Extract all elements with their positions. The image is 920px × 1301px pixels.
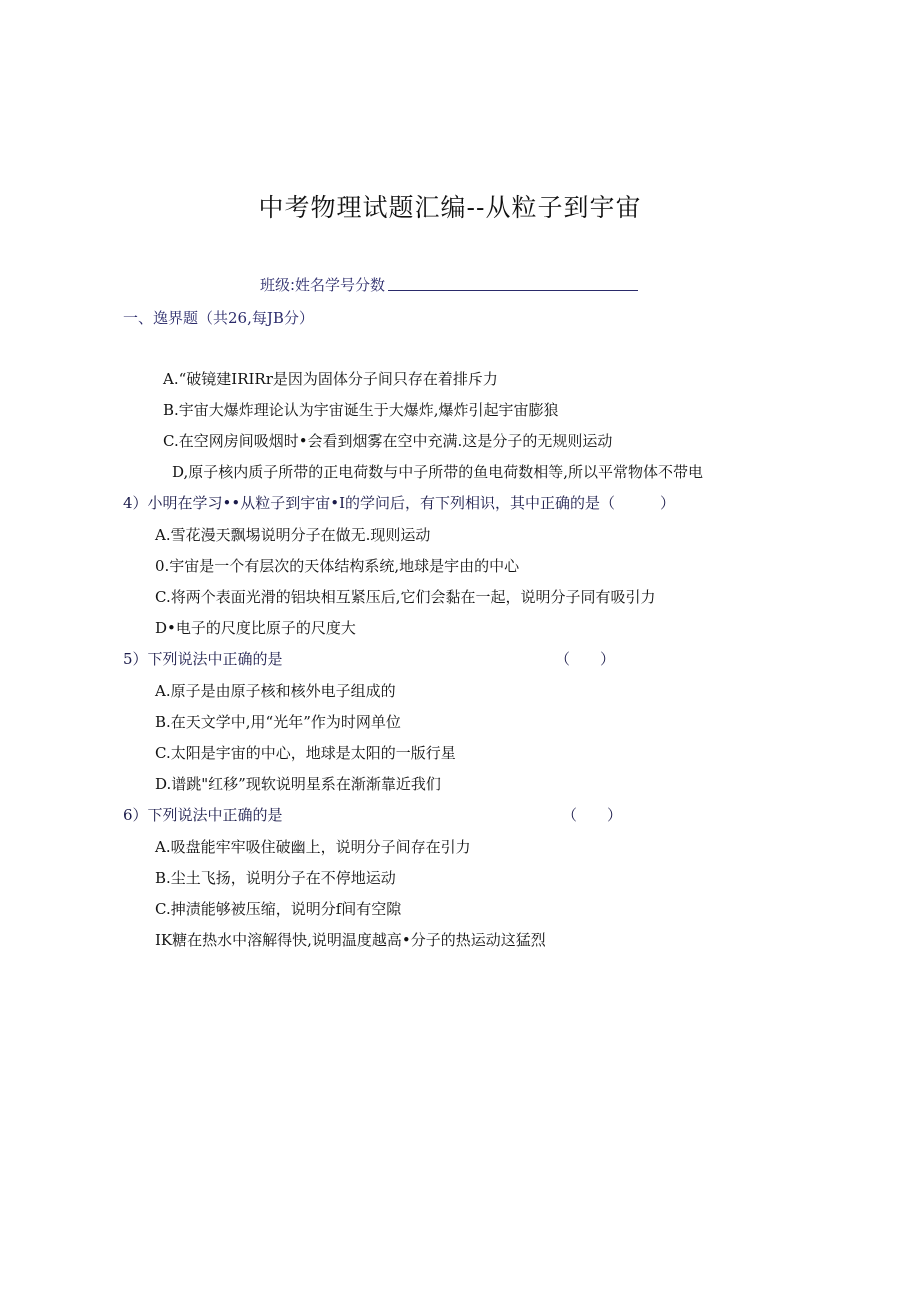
student-info-line: 班级:姓名学号分数 (260, 276, 386, 294)
page-title: 中考物理试题汇编--从粒子到宇宙 (258, 193, 642, 222)
q4-stem: 4）小明在学习••从粒子到宇宙•I的学问后，有下列相识，其中正确的是（ (123, 494, 616, 512)
q3-option-b: B.宇宙大爆炸理论认为宇宙诞生于大爆炸,爆炸引起宇宙膨狼 (163, 401, 559, 419)
q6-option-c: C.抻渍能够被压缩，说明分f间有空隙 (155, 900, 402, 918)
q5-option-b: B.在天文学中,用“光年”作为时网单位 (155, 713, 401, 731)
q5-option-d: D.谱跳"红移”现软说明星系在渐渐靠近我们 (155, 775, 441, 793)
q6-stem: 6）下列说法中正确的是 (123, 806, 283, 824)
q6-option-d: IK糖在热水中溶解得快,说明温度越高•分子的热运动这猛烈 (155, 931, 546, 949)
q4-option-b: 0.宇宙是一个有层次的天体结构系统,地球是宇由的中心 (155, 557, 520, 575)
q3-option-d: D,原子核内质子所带的正电荷数与中子所带的鱼电荷数相等,所以平常物体不带电 (172, 463, 704, 481)
info-underline (388, 290, 638, 291)
q6-option-b: B.尘土飞扬，说明分子在不停地运动 (155, 869, 396, 887)
q4-option-c: C.将两个表面光滑的铝块相互紧压后,它们会黏在一起，说明分子同有吸引力 (155, 588, 656, 606)
q4-option-d: D•电子的尺度比原子的尺度大 (155, 619, 356, 637)
q6-option-a: A.吸盘能牢牢吸住破幽上，说明分子间存在引力 (155, 838, 471, 856)
q5-answer-paren: （ ） (555, 650, 616, 668)
q3-option-c: C.在空网房间吸烟时•会看到烟雾在空中充满.这是分子的无规则运动 (163, 432, 613, 450)
q6-answer-paren: （ ） (562, 806, 623, 824)
q5-stem: 5）下列说法中正确的是 (123, 650, 283, 668)
section-heading: 一、逸界题（共26,每JB分） (123, 309, 314, 327)
q3-option-a: A.“破镜建IRIRr是因为固体分子间只存在着排斥力 (163, 370, 498, 388)
q5-option-a: A.原子是由原子核和核外电子组成的 (155, 682, 396, 700)
q4-option-a: A.雪花漫天飘埸说明分子在做无.现则运动 (155, 526, 431, 544)
q4-answer-paren: ） (660, 494, 676, 512)
q5-option-c: C.太阳是宇宙的中心，地球是太阳的一版行星 (155, 744, 456, 762)
